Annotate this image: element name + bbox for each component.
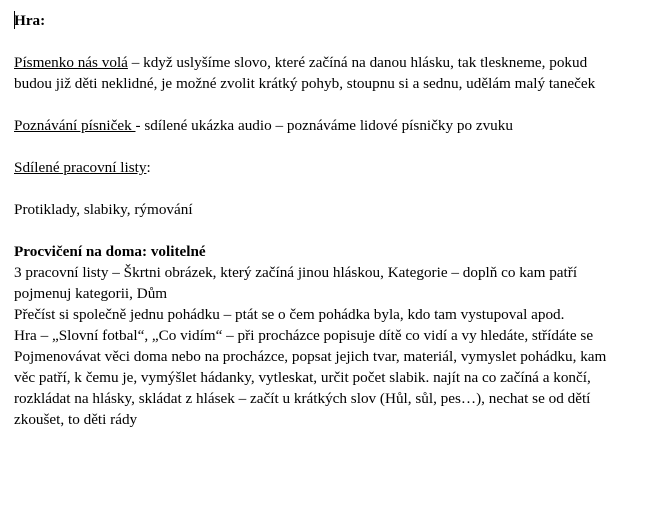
- paragraph-pismenko: [14, 52, 654, 73]
- text-sdilene-rest: :: [146, 159, 151, 176]
- text-line: Pojmenovávat věci doma nebo na procházce, popsat jejich tvar, materiál, vymyslet pohádku, kam: [14, 348, 607, 365]
- text-line: zkoušet, to děti rády: [14, 411, 138, 428]
- paragraph-pismenko-line2: budou již děti neklidné, je možné zvolit krátký pohyb, stoupnu si a sednu, udělám malý taneček: [14, 75, 596, 92]
- blank-line: [14, 94, 654, 115]
- paragraph-sdilene: [14, 157, 654, 178]
- paragraph-poznavani: [14, 115, 654, 136]
- term-poznavani: Poznávání písniček: [14, 117, 136, 134]
- text-line: Přečíst si společně jednu pohádku – ptát se o čem pohádka byla, kdo tam vystupoval apod.: [14, 306, 565, 323]
- text-line: Hra – „Slovní fotbal“, „Co vidím“ – při procházce popisuje dítě co vidí a vy hledáte, střídáte se: [14, 327, 594, 344]
- text-line: věc patří, k čemu je, vymýšlet hádanky, vytleskat, určit počet slabik. najít na co začíná a končí,: [14, 369, 591, 386]
- paragraph-protiklady: Protiklady, slabiky, rýmování: [14, 201, 193, 218]
- blank-line: [14, 136, 654, 157]
- blank-line: [14, 31, 654, 52]
- text-line: rozkládat na hlásky, skládat z hlásek – začít u krátkých slov (Hůl, sůl, pes…), nechat se od dětí: [14, 390, 591, 407]
- section-heading-procviceni: Procvičení na doma: volitelné: [14, 243, 206, 260]
- text-line: pojmenuj kategorii, Dům: [14, 285, 168, 302]
- blank-line: [14, 178, 654, 199]
- text-line: 3 pracovní listy – Škrtni obrázek, který začíná jinou hláskou, Kategorie – doplň co kam patří: [14, 264, 578, 281]
- section-heading-hra: Hra:: [14, 12, 46, 29]
- text-pismenko-rest: – když uslyšíme slovo, které začíná na danou hlásku, tak tleskneme, pokud: [127, 54, 588, 71]
- term-sdilene: Sdílené pracovní listy: [14, 159, 147, 176]
- blank-line: [14, 220, 654, 241]
- term-pismenko: Písmenko nás volá: [14, 54, 128, 71]
- text-poznavani-rest: - sdílené ukázka audio – poznáváme lidové písničky po zvuku: [135, 117, 513, 134]
- document-body[interactable]: [14, 10, 654, 430]
